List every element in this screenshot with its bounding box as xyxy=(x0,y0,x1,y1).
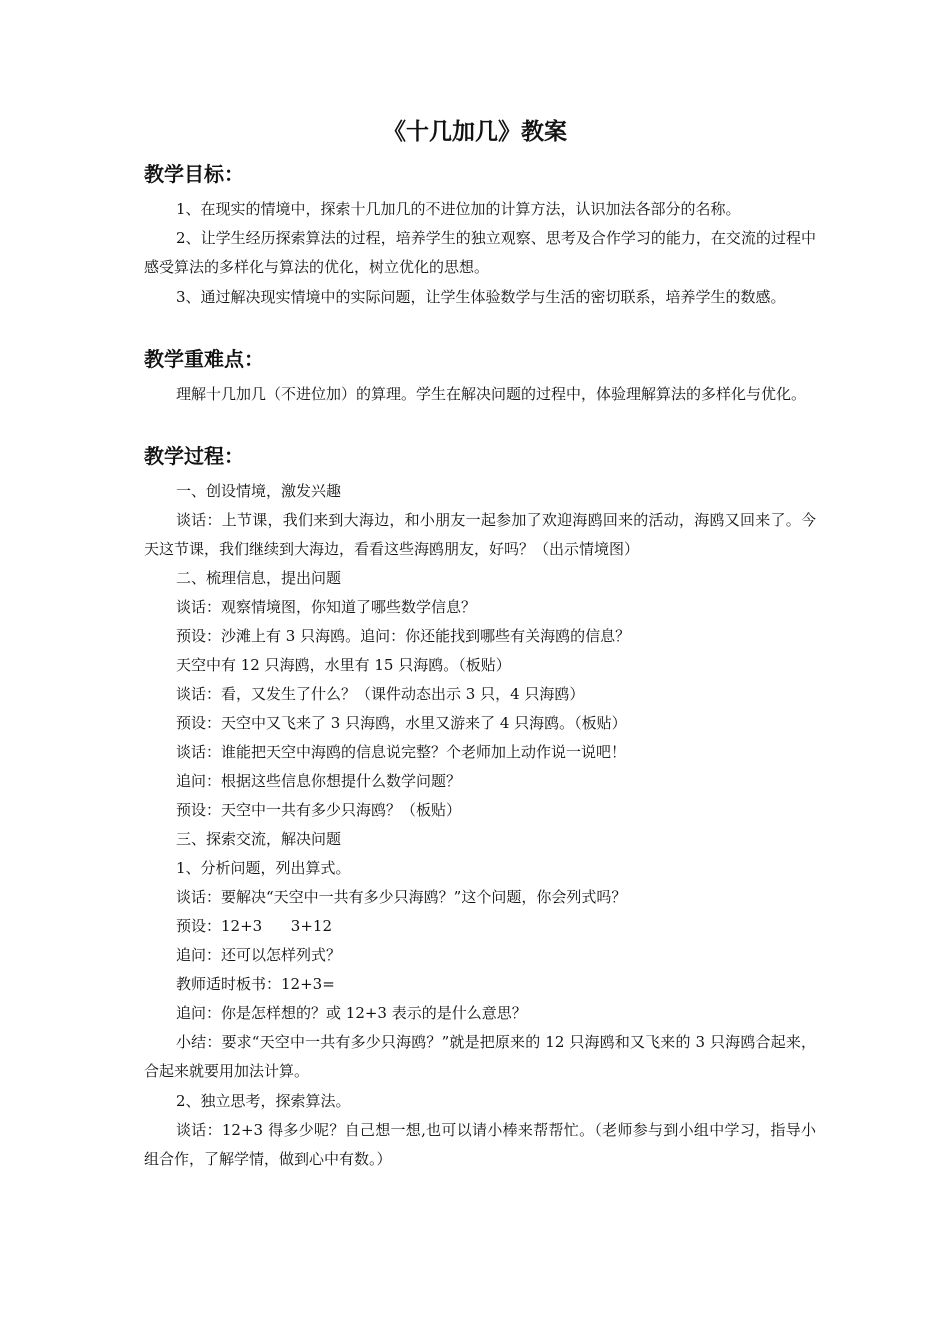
process-line: 谈话：看，又发生了什么？（课件动态出示 3 只，4 只海鸥） xyxy=(176,685,585,703)
process-line: 预设：沙滩上有 3 只海鸥。追问：你还能找到哪些有关海鸥的信息？ xyxy=(176,627,631,645)
process-line: 2、独立思考，探索算法。 xyxy=(176,1092,351,1110)
keypoints-text: 理解十几加几（不进位加）的算理。学生在解决问题的过程中，体验理解算法的多样化与优化。 xyxy=(176,385,807,403)
process-line: 二、梳理信息，提出问题 xyxy=(176,569,342,587)
process-line: 预设：12+3 3+12 xyxy=(176,917,333,935)
goals-heading: 教学目标： xyxy=(144,162,244,186)
process-heading: 教学过程： xyxy=(144,444,244,468)
process-line: 追问：还可以怎样列式？ xyxy=(176,946,342,964)
process-line: 追问：你是怎样想的？或 12+3 表示的是什么意思？ xyxy=(176,1004,527,1022)
process-line: 预设：天空中一共有多少只海鸥？（板贴） xyxy=(176,801,462,819)
keypoints-heading: 教学重难点： xyxy=(144,347,264,371)
process-line: 谈话：要解决“天空中一共有多少只海鸥？”这个问题，你会列式吗？ xyxy=(176,888,627,906)
process-line: 谈话：观察情境图，你知道了哪些数学信息？ xyxy=(176,598,477,616)
process-line: 预设：天空中又飞来了 3 只海鸥，水里又游来了 4 只海鸥。（板贴） xyxy=(176,714,627,732)
goal-item-3: 3、通过解决现实情境中的实际问题，让学生体验数学与生活的密切联系，培养学生的数感。 xyxy=(176,288,786,306)
process-line: 谈话：12+3 得多少呢？自己想一想,也可以请小棒来帮帮忙。（老师参与到小组中学习，指导小组合作，了解学情，做到心中有数。） xyxy=(144,1121,816,1168)
process-line: 谈话：上节课，我们来到大海边，和小朋友一起参加了欢迎海鸥回来的活动，海鸥又回来了。今天这节课，我们继续到大海边，看看这些海鸥朋友，好吗？（出示情境图） xyxy=(144,511,816,558)
process-line: 教师适时板书：12+3= xyxy=(176,975,335,993)
process-line: 谈话：谁能把天空中海鸥的信息说完整？个老师加上动作说一说吧！ xyxy=(176,743,627,761)
document-title: 《十几加几》教案 xyxy=(383,119,567,145)
goal-item-2: 2、让学生经历探索算法的过程，培养学生的独立观察、思考及合作学习的能力，在交流的过程中感受算法的多样化与算法的优化，树立优化的思想。 xyxy=(144,229,816,276)
goal-item-1: 1、在现实的情境中，探索十几加几的不进位加的计算方法，认识加法各部分的名称。 xyxy=(176,200,741,218)
process-line: 一、创设情境，激发兴趣 xyxy=(176,482,342,500)
process-line: 天空中有 12 只海鸥，水里有 15 只海鸥。（板贴） xyxy=(176,656,511,674)
process-line: 1、分析问题，列出算式。 xyxy=(176,859,351,877)
process-line: 小结：要求“天空中一共有多少只海鸥？”就是把原来的 12 只海鸥和又飞来的 3 只海鸥合起来，合起来就要用加法计算。 xyxy=(144,1033,816,1080)
process-line: 三、探索交流，解决问题 xyxy=(176,830,342,848)
process-line: 追问：根据这些信息你想提什么数学问题？ xyxy=(176,772,462,790)
